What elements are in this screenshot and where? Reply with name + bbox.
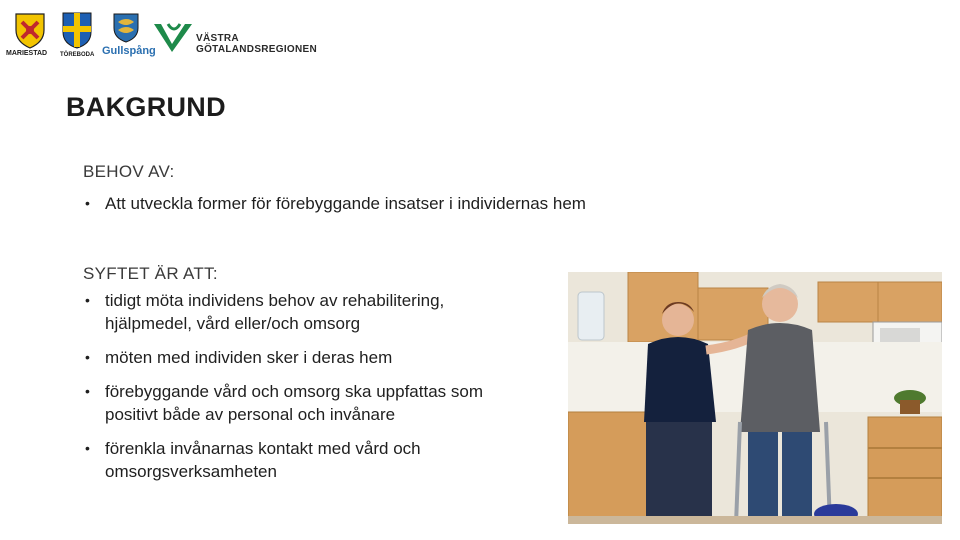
syftet-item	[83, 437, 483, 483]
gullspang-logo	[110, 10, 142, 44]
kitchen-photo-illustration	[568, 272, 942, 524]
kitchen-photo	[568, 272, 942, 524]
gullspang-caption: Gullspång	[102, 45, 156, 57]
mariestad-logo	[10, 10, 50, 50]
slide-title: BAKGRUND	[66, 92, 226, 122]
vgr-line1: VÄSTRA	[196, 33, 239, 44]
syftet-item-line1: förebyggande vård och omsorg ska uppfattas som	[105, 382, 483, 401]
toreboda-caption: TÖREBODA	[60, 52, 95, 58]
syftet-item-line1: förenkla invånarnas kontakt med vård och	[105, 439, 421, 458]
toreboda-logo	[60, 10, 94, 50]
syftet-item-line2: omsorgsverksamheten	[105, 462, 277, 481]
behov-item: • Att utveckla former för förebyggande insatser i individernas hem	[83, 192, 586, 215]
syftet-item-line1: möten med individen sker i deras hem	[105, 348, 393, 367]
behov-label: BEHOV AV:	[83, 162, 175, 181]
syftet-item-line1: tidigt möta individens behov av rehabilitering,	[105, 291, 445, 310]
syftet-item	[83, 289, 483, 335]
syftet-label: SYFTET ÄR ATT:	[83, 264, 218, 283]
vgr-logo	[152, 20, 194, 54]
syftet-list	[83, 289, 483, 483]
mariestad-caption: MARIESTAD	[6, 50, 48, 57]
syftet-item	[83, 380, 483, 426]
syftet-item	[83, 346, 483, 369]
vgr-wordmark	[196, 33, 317, 55]
behov-list	[83, 192, 586, 215]
syftet-item-line2: hjälpmedel, vård eller/och omsorg	[105, 314, 361, 333]
syftet-item-line2: positivt både av personal och invånare	[105, 405, 396, 424]
vgr-line2: GÖTALANDSREGIONEN	[196, 44, 318, 55]
